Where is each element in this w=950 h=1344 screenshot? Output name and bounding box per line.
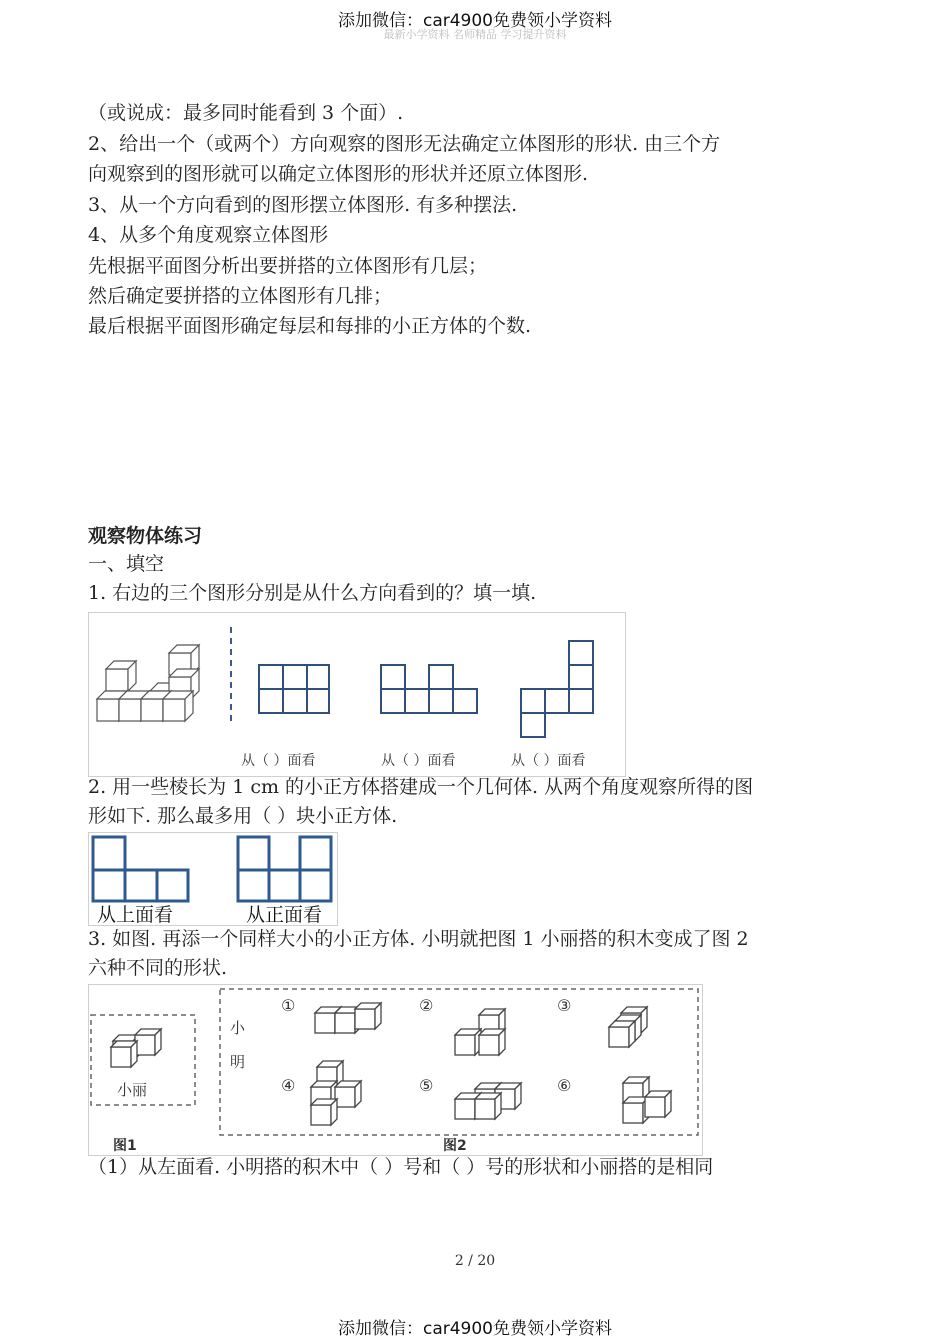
q1-label-a: 从（ ）面看	[241, 753, 316, 769]
question-1: 1. 右边的三个图形分别是从什么方向看到的？填一填.	[88, 582, 537, 604]
section-heading: 一、填空	[88, 553, 165, 575]
intro-line-3: 3、从一个方向看到的图形摆立体图形. 有多种摆法.	[88, 194, 518, 216]
q2-figure	[88, 832, 338, 926]
q2-label-front: 从正面看	[246, 904, 323, 925]
q1-label-b: 从（ ）面看	[381, 753, 456, 769]
q1-view-b	[381, 665, 477, 713]
intro-line-6: 然后确定要拼搭的立体图形有几排；	[88, 285, 393, 307]
question-3-sub1: （1）从左面看. 小明搭的积木中（ ）号和（ ）号的形状和小丽搭的是相同	[88, 1156, 714, 1178]
intro-line-4: 4、从多个角度观察立体图形	[88, 224, 329, 246]
watermark-bottom: 添加微信：car4900免费领小学资料	[337, 1319, 613, 1339]
intro-line-7: 最后根据平面图形确定每层和每排的小正方体的个数.	[88, 315, 532, 337]
q2-label-top: 从上面看	[97, 904, 174, 925]
q1-figure	[88, 612, 626, 777]
faded-subtitle: 最新小学资料 名师精品 学习提升资料	[383, 28, 567, 41]
q1-figure-svg	[89, 613, 625, 776]
question-2a: 2. 用一些棱长为 1 cm 的小正方体搭建成一个几何体. 从两个角度观察所得的图	[88, 776, 754, 798]
question-3a: 3. 如图. 再添一个同样大小的小正方体. 小明就把图 1 小丽搭的积木变成了图 2	[88, 928, 749, 950]
xiaoli-label: 小丽	[117, 1081, 148, 1099]
question-2b: 形如下. 那么最多用（ ）块小正方体.	[88, 805, 398, 827]
shape-5	[455, 1083, 521, 1119]
q1-view-a	[259, 665, 329, 713]
q2-figure-svg	[89, 833, 337, 925]
page-number: 2 / 20	[454, 1253, 496, 1269]
q2-front-view	[238, 837, 331, 901]
shape-4	[311, 1061, 361, 1125]
num-1: ①	[281, 996, 296, 1015]
xiaoming-label-1: 小	[230, 1019, 246, 1037]
q3-figure-svg	[89, 985, 702, 1155]
q3-figure	[88, 984, 703, 1156]
intro-line-2a: 2、给出一个（或两个）方向观察的图形无法确定立体图形的形状. 由三个方	[88, 133, 721, 155]
fig1-label: 图1	[113, 1138, 137, 1154]
question-3b: 六种不同的形状.	[88, 957, 228, 979]
num-3: ③	[557, 996, 572, 1015]
num-2: ②	[419, 996, 434, 1015]
shape-3	[609, 1007, 647, 1047]
q1-label-c: 从（ ）面看	[511, 753, 586, 769]
intro-line-5: 先根据平面图分析出要拼搭的立体图形有几层；	[88, 255, 488, 277]
fig2-label: 图2	[443, 1138, 467, 1154]
num-5: ⑤	[419, 1076, 434, 1095]
intro-line-2b: 向观察到的图形就可以确定立体图形的形状并还原立体图形.	[88, 163, 589, 185]
watermark-top: 添加微信：car4900免费领小学资料	[337, 11, 613, 31]
shape-6	[623, 1077, 671, 1123]
shape-1	[315, 1003, 381, 1033]
exercise-title: 观察物体练习	[88, 525, 203, 547]
num-6: ⑥	[557, 1076, 572, 1095]
intro-line-1: （或说成：最多同时能看到 3 个面）.	[88, 102, 404, 124]
xiaoming-label-2: 明	[230, 1053, 246, 1071]
q2-top-view	[93, 837, 188, 901]
q1-solid-drawing	[97, 645, 199, 721]
q1-view-c	[521, 641, 593, 737]
shape-2	[455, 1009, 505, 1055]
num-4: ④	[281, 1076, 296, 1095]
xiaoli-blocks	[111, 1029, 161, 1067]
